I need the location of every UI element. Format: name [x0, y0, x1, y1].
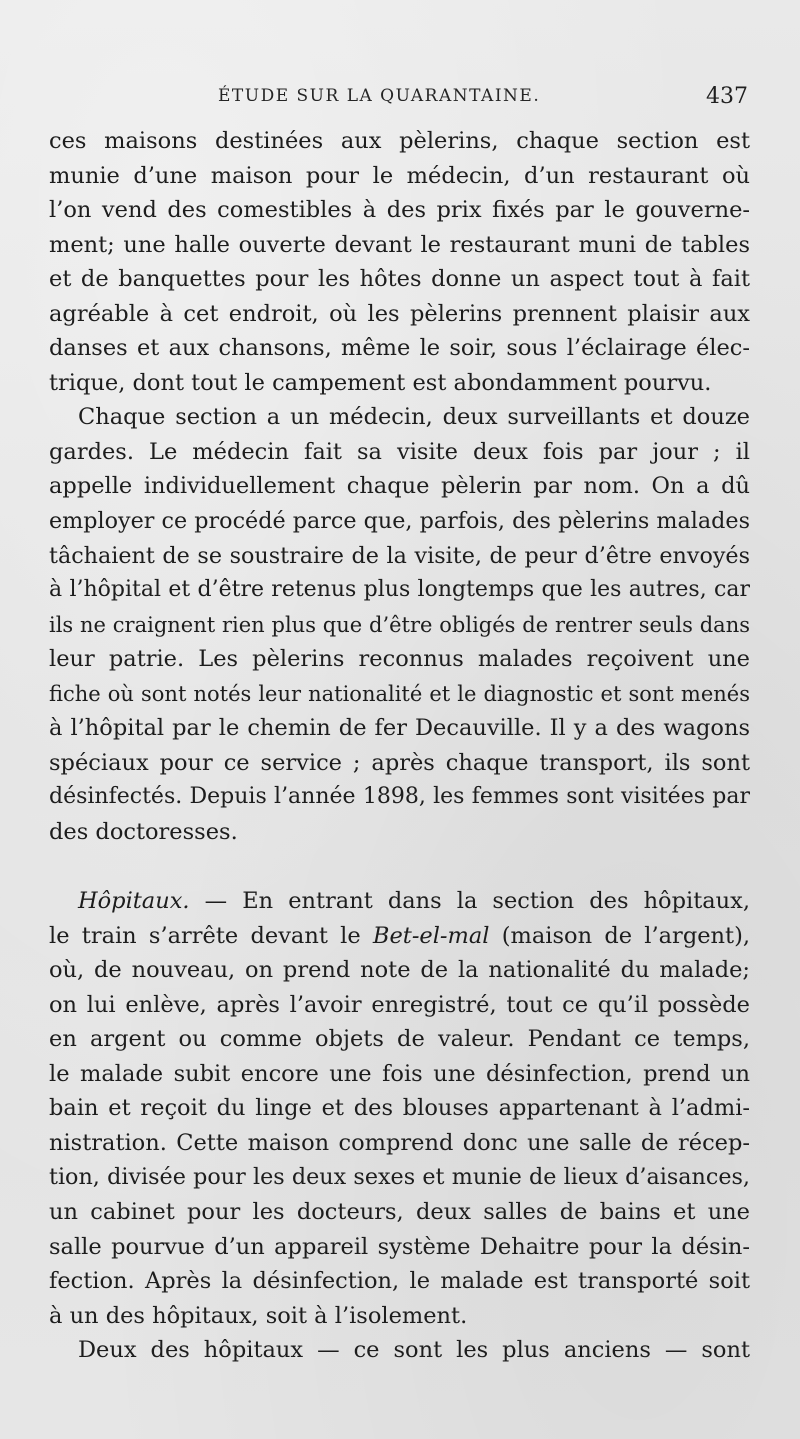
text-line: et de banquettes pour les hôtes donne un aspect tout à fait — [49, 266, 750, 293]
text-line: à un des hôpitaux, soit à l’isolement. — [49, 1302, 468, 1329]
text-line: ils ne craignent rien plus que d’être obligés de rentrer seuls dans — [49, 612, 750, 637]
text-line — [49, 884, 750, 919]
text-line: désinfectés. Depuis l’année 1898, les femmes sont visitées par — [49, 784, 750, 810]
text-line: des doctoresses. — [49, 818, 238, 845]
text-line: un cabinet pour les docteurs, deux salles de bains et une — [49, 1198, 750, 1225]
text-line: munie d’une maison pour le médecin, d’un restaurant où — [49, 162, 750, 189]
text-line: en argent ou comme objets de valeur. Pendant ce temps, — [49, 1026, 750, 1053]
paragraph-deux-hopitaux — [49, 1333, 750, 1368]
text-line: danses et aux chansons, même le soir, sous l’éclairage élec- — [49, 335, 750, 362]
text-line: leur patrie. Les pèlerins reconnus malades reçoivent une — [49, 646, 750, 673]
page-number: 437 — [706, 84, 748, 109]
text-line: à l’hôpital par le chemin de fer Decauville. Il y a des wagons — [49, 715, 750, 742]
section-heading: Hôpitaux. — [78, 888, 190, 915]
running-head: ÉTUDE SUR LA QUARANTAINE. — [218, 86, 541, 106]
text-line: employer ce procédé parce que, parfois, des pèlerins malades — [49, 508, 750, 535]
text-line: l’on vend des comestibles à des prix fixés par le gouverne- — [49, 197, 750, 224]
italic-term: Bet-el-mal — [372, 922, 490, 949]
text-span: — En entrant dans la section des hôpitaux, — [204, 888, 750, 915]
text-line: trique, dont tout le campement est abondamment pourvu. — [49, 369, 712, 396]
text-line: fection. Après la désinfection, le malade est transporté soit — [49, 1268, 750, 1295]
text-span: (maison de l’argent), — [501, 922, 750, 949]
paragraph-sections — [49, 400, 750, 849]
body-text — [49, 124, 750, 1368]
paragraph-hopitaux — [49, 884, 750, 1333]
text-line: tion, divisée pour les deux sexes et munie de lieux d’aisances, — [49, 1164, 750, 1191]
text-line: Deux des hôpitaux — ce sont les plus anciens — sont — [78, 1337, 750, 1364]
text-line: gardes. Le médecin fait sa visite deux fois par jour ; il — [49, 438, 750, 465]
text-line: à l’hôpital et d’être retenus plus longtemps que les autres, car — [49, 577, 750, 603]
text-line: tâchaient de se soustraire de la visite, de peur d’être envoyés — [49, 542, 750, 569]
text-line: appelle individuellement chaque pèlerin par nom. On a dû — [49, 473, 750, 500]
text-line: le malade subit encore une fois une désinfection, prend un — [49, 1060, 750, 1087]
text-line: où, de nouveau, on prend note de la nationalité du malade; — [49, 957, 750, 984]
text-line: ces maisons destinées aux pèlerins, chaque section est — [49, 128, 750, 154]
text-line: Chaque section a un médecin, deux surveillants et douze — [78, 404, 750, 431]
text-line: salle pourvue d’un appareil système Dehaitre pour la désin- — [49, 1233, 750, 1260]
text-line — [49, 919, 750, 954]
text-line: spéciaux pour ce service ; après chaque transport, ils sont — [49, 749, 750, 776]
text-line: bain et reçoit du linge et des blouses appartenant à l’admi- — [49, 1095, 750, 1122]
text-span: le train s’arrête devant le — [49, 922, 361, 949]
text-line: ment; une halle ouverte devant le restaurant muni de tables — [49, 231, 750, 258]
text-line: agréable à cet endroit, où les pèlerins prennent plaisir aux — [49, 300, 750, 327]
paragraph-spacer — [49, 849, 750, 884]
paragraph-continuation — [49, 124, 750, 400]
text-line: fiche où sont notés leur nationalité et le diagnostic et sont menés — [49, 681, 750, 706]
text-line: on lui enlève, après l’avoir enregistré, tout ce qu’il possède — [49, 991, 750, 1018]
text-line: nistration. Cette maison comprend donc une salle de récep- — [49, 1129, 750, 1156]
